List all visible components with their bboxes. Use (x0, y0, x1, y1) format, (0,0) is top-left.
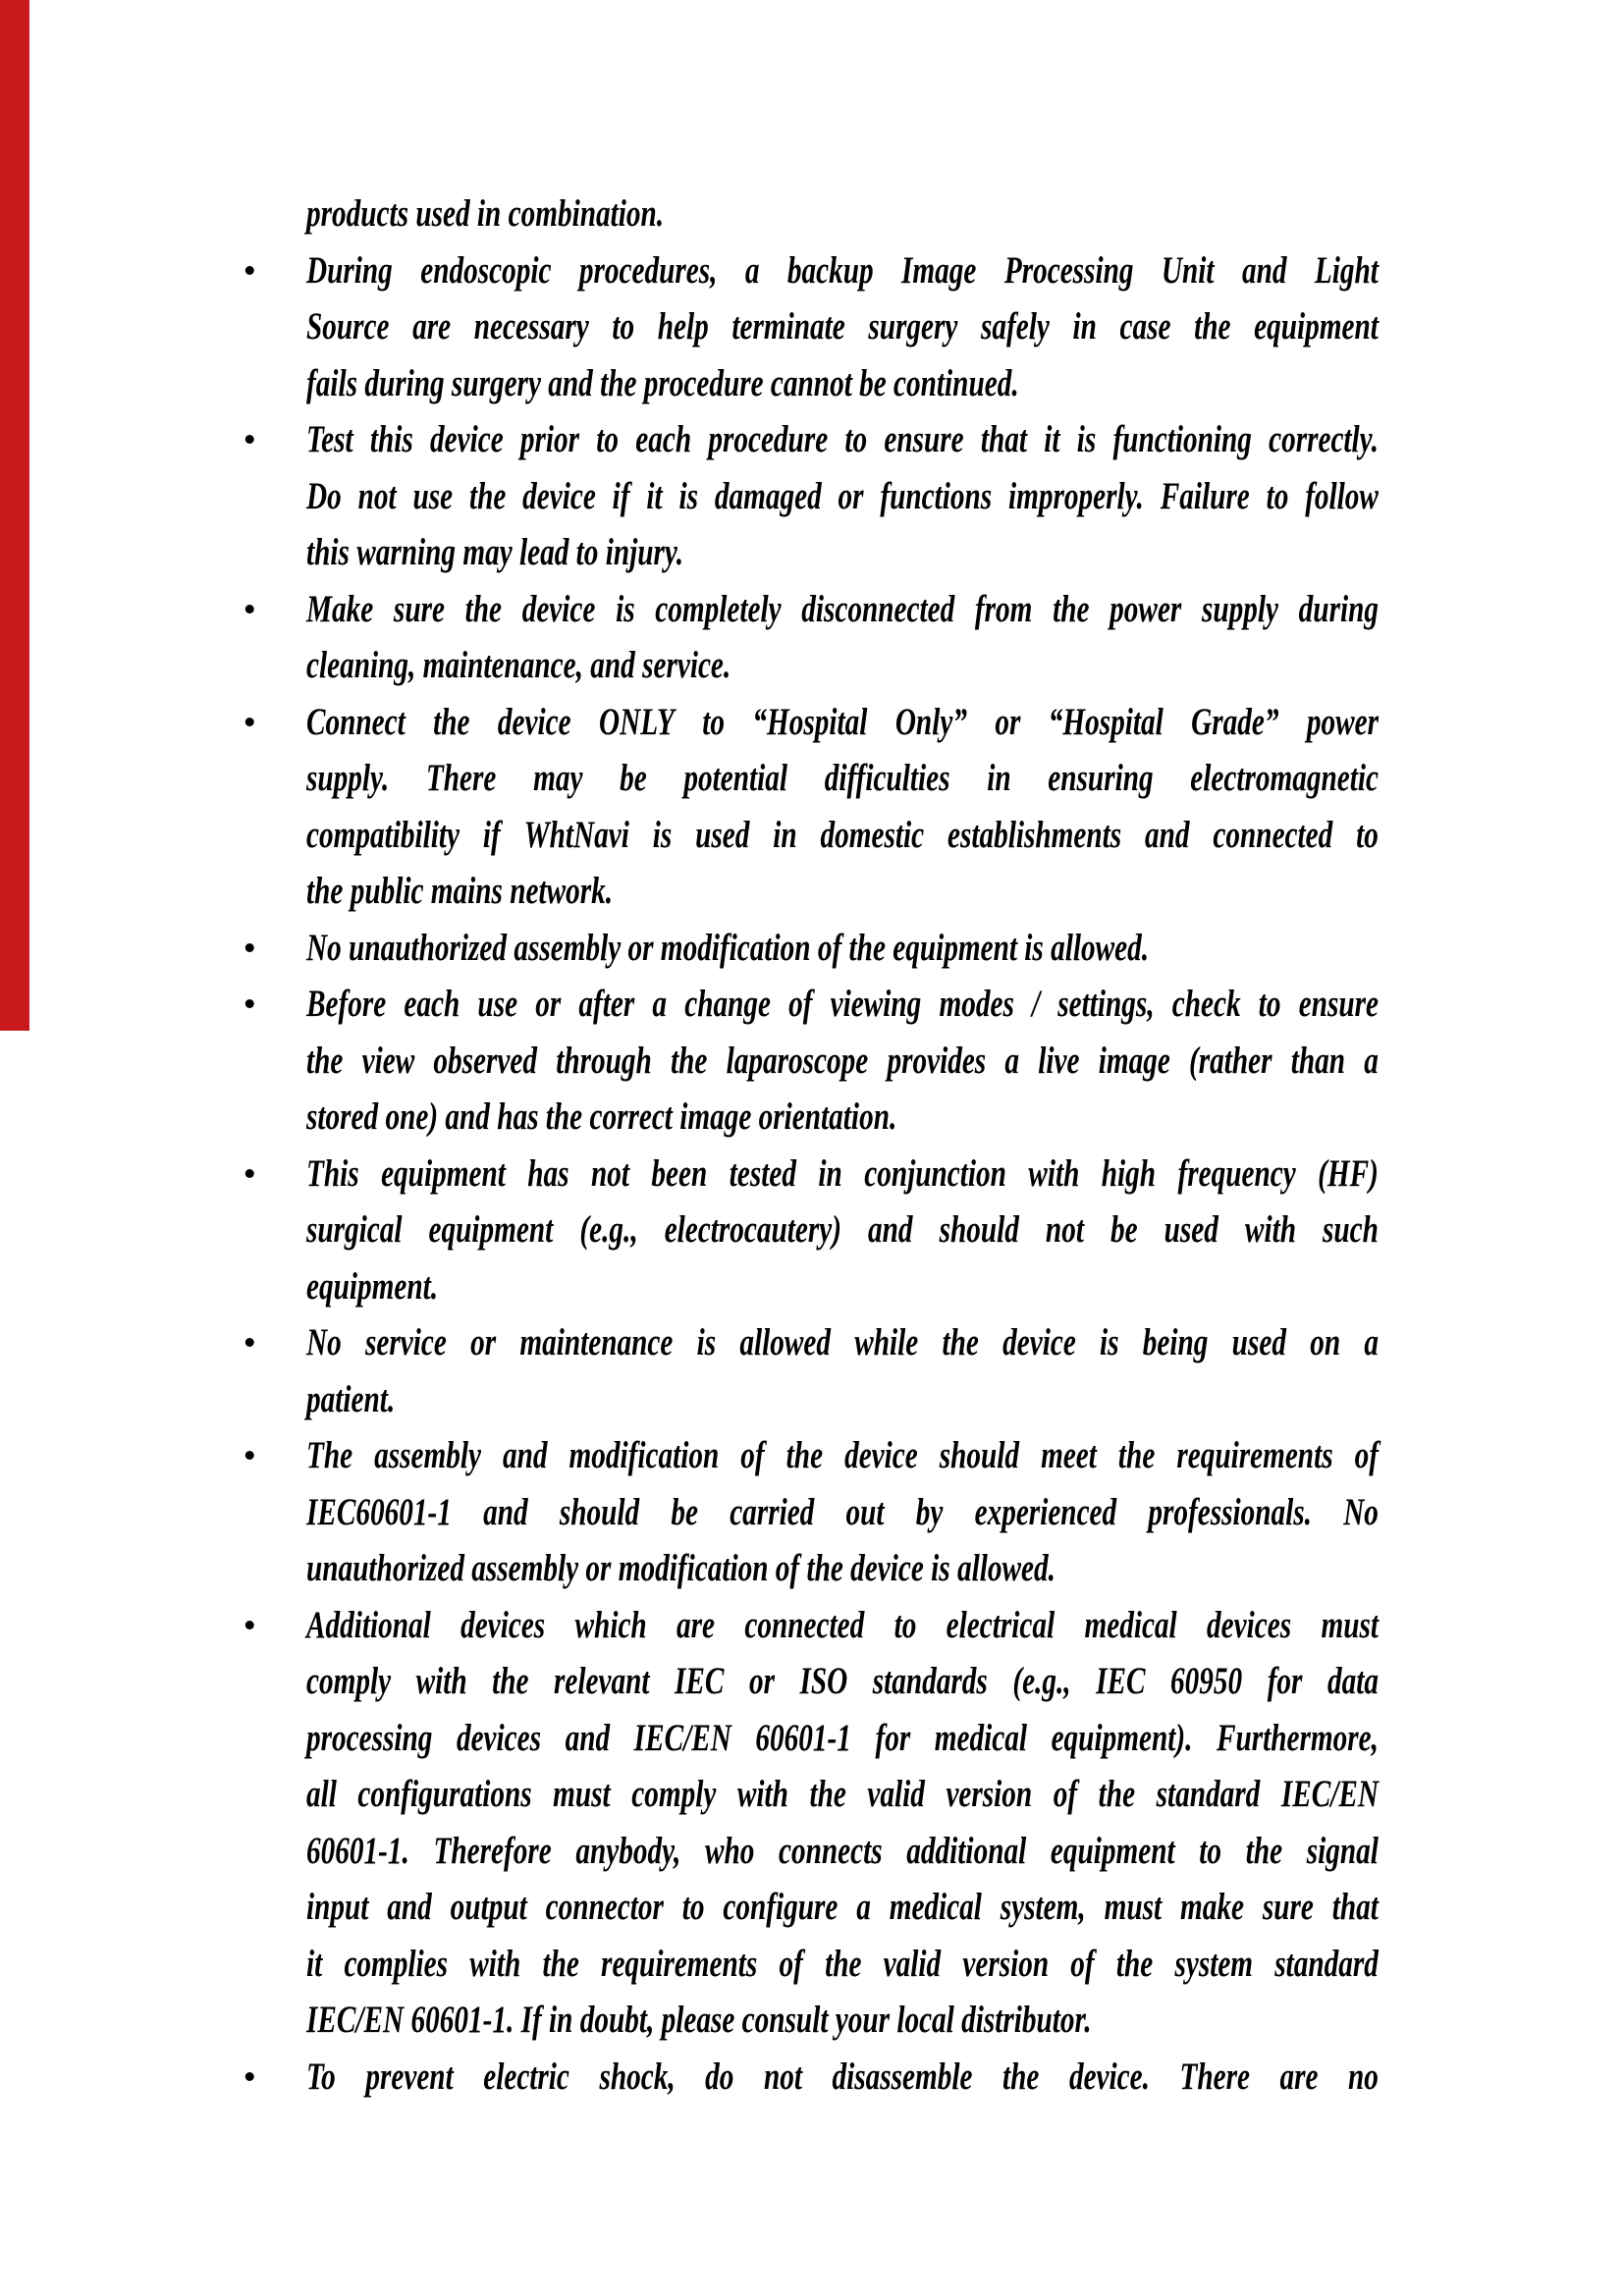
list-item (306, 920, 1379, 977)
text-line: the view observed through the laparoscope provides a live image (rather than a (306, 1039, 1379, 1082)
text-line: Test this device prior to each procedure to ensure that it is functioning correctly. (306, 418, 1379, 460)
text-line: cleaning, maintenance, and service. (306, 644, 731, 686)
text-line: patient. (306, 1377, 396, 1420)
text-line: This equipment has not been tested in conjunction with high frequency (HF) (306, 1151, 1379, 1195)
text-line: comply with the relevant IEC or ISO standards (e.g., IEC 60950 for data (306, 1660, 1379, 1702)
bullet-marker (245, 2072, 254, 2081)
bullet-marker (245, 266, 254, 275)
text-line: compatibility if WhtNavi is used in domestic establishments and connected to (306, 813, 1379, 856)
bullet-marker (245, 1169, 254, 1178)
list-item (306, 1146, 1379, 1315)
text-line: 60601-1. Therefore anybody, who connects additional equipment to the signal (306, 1829, 1379, 1872)
text-line: IEC60601-1 and should be carried out by experienced professionals. No (306, 1490, 1379, 1533)
text-line: stored one) and has the correct image orientation. (306, 1095, 897, 1138)
list-item (306, 581, 1379, 694)
text-line: input and output connector to configure a medical system, must make sure that (306, 1886, 1379, 1928)
text-line: it complies with the requirements of the valid version of the system standard (306, 1942, 1379, 1985)
bullet-marker (245, 435, 254, 444)
text-line: No service or maintenance is allowed while the device is being used on a (306, 1321, 1379, 1363)
bullet-marker (245, 605, 254, 614)
text-line: the public mains network. (306, 870, 614, 912)
text-line: To prevent electric shock, do not disassemble the device. There are no (306, 2055, 1379, 2098)
list-item (306, 694, 1379, 920)
text-line: processing devices and IEC/EN 60601-1 for medical equipment). Furthermore, (306, 1716, 1379, 1759)
bullet-marker (245, 1621, 254, 1629)
text-line: unauthorized assembly or modification of the device is allowed. (306, 1547, 1056, 1589)
text-line: The assembly and modification of the device should meet the requirements of (306, 1434, 1379, 1476)
text-line: supply. There may be potential difficulties in ensuring electromagnetic (306, 757, 1379, 799)
text-line: equipment. (306, 1264, 439, 1308)
text-line: surgical equipment (e.g., electrocautery) and should not be used with such (306, 1208, 1379, 1251)
list-item (306, 186, 1379, 242)
list-item (306, 242, 1379, 412)
text-line: IEC/EN 60601-1. If in doubt, please consult your local distributor. (306, 1999, 1092, 2041)
text-line: During endoscopic procedures, a backup Image Processing Unit and Light (306, 248, 1379, 292)
text-line: No unauthorized assembly or modification of the equipment is allowed. (306, 926, 1150, 969)
text-line: Do not use the device if it is damaged or functions improperly. Failure to follow (306, 474, 1379, 517)
text-line: Connect the device ONLY to “Hospital Only” or “Hospital Grade” power (306, 700, 1379, 743)
text-line: products used in combination. (306, 192, 665, 235)
list-item (306, 2049, 1379, 2106)
text-line: Before each use or after a change of viewing modes / settings, check to ensure (306, 983, 1379, 1025)
list-item (306, 1427, 1379, 1597)
list-item (306, 976, 1379, 1146)
text-line: this warning may lead to injury. (306, 531, 684, 573)
text-line: all configurations must comply with the valid version of the standard IEC/EN (306, 1773, 1379, 1815)
text-line: fails during surgery and the procedure cannot be continued. (306, 361, 1019, 404)
text-column (0, 186, 1379, 2105)
list-item (306, 1314, 1379, 1427)
list-item (306, 411, 1379, 581)
text-line: Source are necessary to help terminate surgery safely in case the equipment (306, 305, 1379, 347)
bullet-marker (245, 1338, 254, 1347)
list-item (306, 1597, 1379, 2049)
bullet-marker (245, 718, 254, 726)
bullet-marker (245, 1451, 254, 1460)
bullet-marker (245, 999, 254, 1008)
bullet-marker (245, 943, 254, 952)
text-line: Make sure the device is completely disconnected from the power supply during (306, 587, 1379, 630)
text-line: Additional devices which are connected to electrical medical devices must (306, 1603, 1379, 1646)
bullet-list (306, 186, 1379, 2105)
